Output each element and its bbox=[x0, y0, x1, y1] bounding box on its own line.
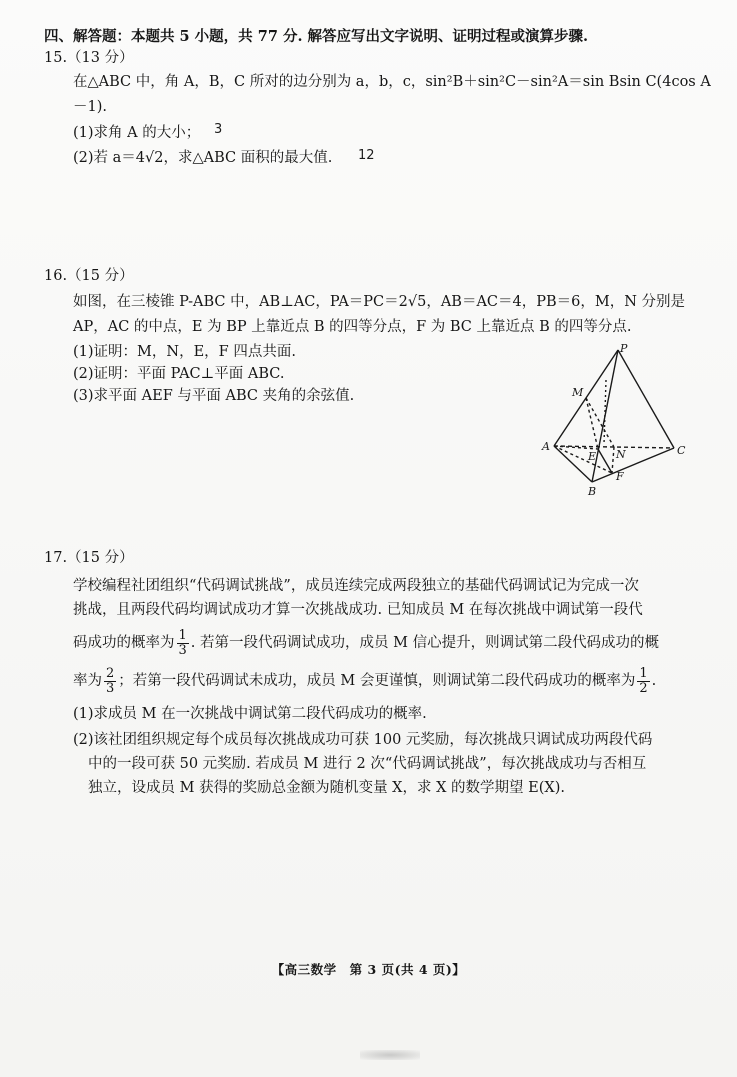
segment-nf bbox=[612, 447, 614, 473]
section-title: 四、解答题：本题共 5 小题，共 77 分. 解答应写出文字说明、证明过程或演算步骤. bbox=[44, 28, 589, 45]
label-b: B bbox=[588, 485, 597, 498]
label-n: N bbox=[616, 448, 626, 461]
q16-part1: (1)证明：M，N，E，F 四点共面. bbox=[73, 344, 296, 360]
label-c: C bbox=[677, 444, 686, 457]
q17-part2-line1: (2)该社团组织规定每个成员每次挑战成功可获 100 元奖励，每次挑战只调试成功两段代码 bbox=[73, 732, 653, 748]
q17-stem-line2: 挑战，且两段代码均调试成功才算一次挑战成功. 已知成员 M 在每次挑战中调试第一段代 bbox=[73, 602, 643, 618]
label-a: A bbox=[542, 440, 550, 453]
edge-pc bbox=[618, 350, 674, 448]
label-m: M bbox=[572, 386, 584, 399]
q17-line3-suffix: . 若第一段代码调试成功，成员 M 信心提升，则调试第二段代码成功的概 bbox=[190, 635, 660, 651]
segment-me bbox=[586, 398, 598, 449]
q15-handwritten-note2: 12 bbox=[358, 148, 375, 163]
q17-line3-prefix: 码成功的概率为 bbox=[73, 635, 175, 651]
height-line bbox=[604, 380, 606, 444]
label-e: E bbox=[588, 450, 597, 463]
tetrahedron-figure bbox=[540, 340, 690, 500]
q15-part1: (1)求角 A 的大小； bbox=[73, 125, 201, 141]
q17-line4-middle: ；若第一段代码调试未成功，成员 M 会更谨慎，则调试第二段代码成功的概率为 bbox=[118, 673, 636, 689]
q17-line4-prefix: 率为 bbox=[73, 673, 102, 689]
edge-bc bbox=[592, 448, 674, 482]
fraction-one-third: $\frac{1}{3}$ bbox=[178, 627, 187, 658]
segment-af bbox=[554, 446, 612, 473]
q17-header: 17.（15 分） bbox=[44, 550, 134, 566]
edge-ab bbox=[554, 446, 592, 482]
q17-stem-line4 bbox=[73, 664, 656, 698]
label-f: F bbox=[616, 470, 624, 483]
q16-stem-line1: 如图，在三棱锥 P-ABC 中，AB⊥AC，PA＝PC＝2√5，AB＝AC＝4，PB＝6，M，N 分别是 bbox=[73, 294, 686, 310]
q17-part2-line3: 独立，设成员 M 获得的奖励总金额为随机变量 X，求 X 的数学期望 E(X). bbox=[88, 780, 565, 796]
page-footer: 【高三数学 第 3 页(共 4 页)】 bbox=[271, 962, 466, 977]
q16-part2: (2)证明：平面 PAC⊥平面 ABC. bbox=[73, 366, 285, 382]
fraction-two-thirds: $\frac{2}{3}$ bbox=[106, 665, 115, 696]
q17-part2-line2: 中的一段可获 50 元奖励. 若成员 M 进行 2 次“代码调试挑战”，每次挑战成功与否相互 bbox=[88, 756, 647, 772]
label-p: P bbox=[620, 342, 628, 355]
q16-header: 16.（15 分） bbox=[44, 268, 134, 284]
q17-line4-suffix: . bbox=[651, 673, 657, 689]
q15-part2: (2)若 a＝4√2，求△ABC 面积的最大值. bbox=[73, 150, 333, 166]
scan-smudge bbox=[360, 1050, 420, 1060]
q16-part3: (3)求平面 AEF 与平面 ABC 夹角的余弦值. bbox=[73, 388, 355, 404]
q15-header: 15.（13 分） bbox=[44, 50, 134, 66]
q16-stem-line2: AP，AC 的中点，E 为 BP 上靠近点 B 的四等分点，F 为 BC 上靠近点 B 的四等分点. bbox=[73, 319, 632, 335]
fraction-one-half: $\frac{1}{2}$ bbox=[639, 665, 648, 696]
q15-stem-line2: －1). bbox=[73, 99, 107, 115]
q15-handwritten-note1: 3 bbox=[214, 122, 223, 137]
q17-part1: (1)求成员 M 在一次挑战中调试第二段代码成功的概率. bbox=[73, 706, 427, 722]
q17-stem-line1: 学校编程社团组织“代码调试挑战”，成员连续完成两段独立的基础代码调试记为完成一次 bbox=[73, 578, 639, 594]
q17-stem-line3 bbox=[73, 626, 659, 660]
q15-stem-line1: 在△ABC 中，角 A，B，C 所对的边分别为 a，b，c，sin²B＋sin²C－sin²A＝sin Bsin C(4cos A bbox=[73, 74, 711, 90]
